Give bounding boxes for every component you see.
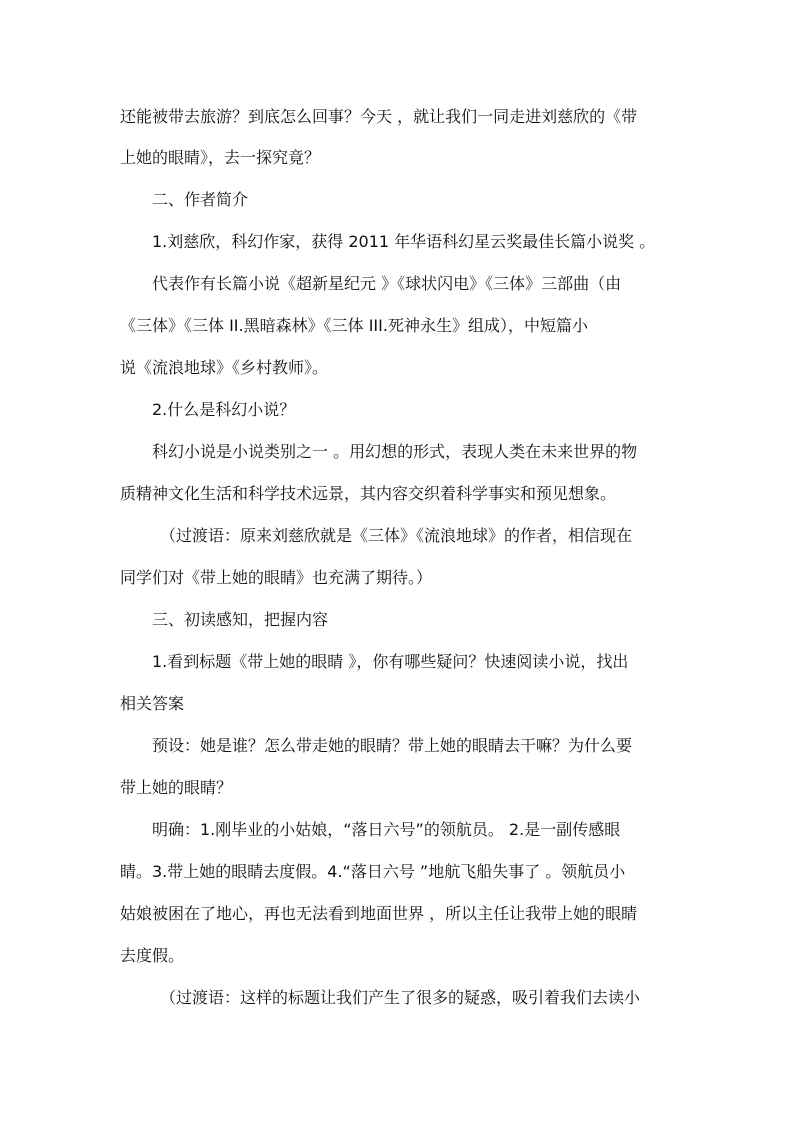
transition-note-2: （过渡语：这样的标题让我们产生了很多的疑惑，吸引着我们去读小 [160,988,641,1007]
question-heading-scifi: 2.什么是科幻小说？ [152,400,296,419]
text-line-6: 《三体》《三体 II.黑暗森林》《三体 III.死神永生》组成），中短篇小 [120,316,588,335]
text-line-17: 带上她的眼睛？ [120,778,233,797]
text-line-20: 姑娘被困在了地心，再也无法看到地面世界 ，所以主任让我带上她的眼睛 [120,904,638,923]
transition-note-1: （过渡语：原来刘慈欣就是《三体》《流浪地球》的作者，相信现在 [160,526,633,545]
text-line-18: 明确：1.刚毕业的小姑娘，“落日六号”的领航员。 2.是一副传感眼 [152,820,621,839]
text-line-15: 相关答案 [120,694,185,713]
text-line-7: 说《流浪地球》《乡村教师》。 [120,358,329,377]
text-line-16: 预设：她是谁？怎么带走她的眼睛？带上她的眼睛去干嘛？为什么要 [152,736,633,755]
text-line-21: 去度假。 [120,946,185,965]
text-line-10: 质精神文化生活和科学技术远景，其内容交织着科学事实和预见想象。 [120,484,617,503]
text-line-14: 1.看到标题《带上她的眼睛 》，你有哪些疑问？快速阅读小说，找出 [152,652,629,671]
text-line-9: 科幻小说是小说类别之一 。用幻想的形式，表现人类在未来世界的物 [152,442,638,461]
section-heading-author: 二、作者简介 [152,190,249,209]
text-line-12: 同学们对《带上她的眼睛》也充满了期待。） [120,568,433,587]
text-line-4: 1.刘慈欣，科幻作家，获得 2011 年华语科幻星云奖最佳长篇小说奖 。 [152,232,656,251]
section-heading-reading: 三、初读感知，把握内容 [152,610,329,629]
text-line-19: 睛。3.带上她的眼睛去度假。4.“落日六号 ”地航飞船失事了 。领航员小 [120,862,626,881]
text-line-2: 上她的眼睛》，去一探究竟？ [120,148,321,167]
text-line-1: 还能被带去旅游？到底怎么回事？今天 ，就让我们一同走进刘慈欣的《带 [120,107,638,126]
text-line-5: 代表作有长篇小说《超新星纪元 》《球状闪电》《三体》三部曲（由 [152,274,622,293]
